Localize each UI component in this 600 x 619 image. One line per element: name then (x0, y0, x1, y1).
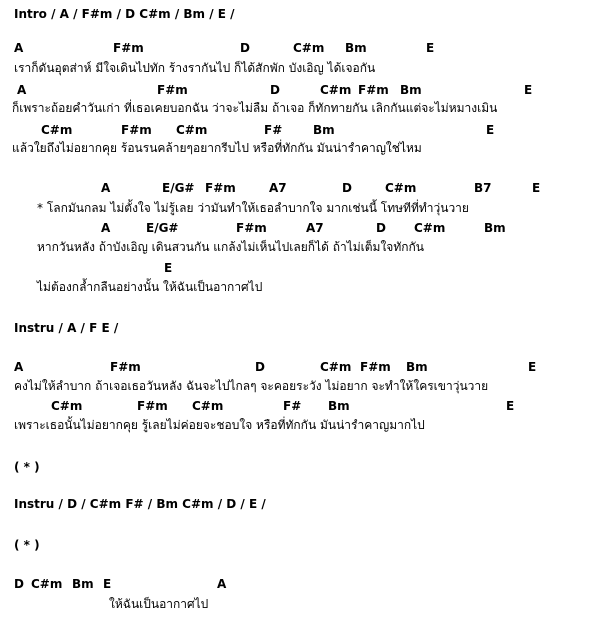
instru1-label: Instru / A / F E / (14, 321, 119, 335)
lyric-line: ให้ฉันเป็นอากาศไป (109, 597, 209, 611)
chord: E (426, 41, 435, 55)
chord: E (506, 399, 515, 413)
chord: F#m (137, 399, 168, 413)
chord: E (164, 261, 173, 275)
chord: E/G# (146, 221, 179, 235)
chord: A (14, 41, 24, 55)
chord: E (524, 83, 533, 97)
lyric-line: * โลกมันกลม ไม่ตั้งใจ ไม่รู้เลย ว่ามันทำให้เธอลำบากใจ มากเช่นนี้ โทษทีที่ทำวุ่นวาย (37, 201, 469, 215)
chord: F#m (236, 221, 267, 235)
lyric-line: เราก็ดันอุตส่าห์ มีใจเดินไปทัก ร้างรากันไป ก็ได้สักพัก บังเอิญ ได้เจอกัน (14, 61, 376, 75)
chord: F# (264, 123, 283, 137)
chord: F#m (205, 181, 236, 195)
chord: C#m (192, 399, 224, 413)
chord: Bm (406, 360, 428, 374)
chord: E (486, 123, 495, 137)
chord: E (103, 577, 112, 591)
chord: F# (283, 399, 302, 413)
chord: A (101, 181, 111, 195)
chord: F#m (110, 360, 141, 374)
intro-label: Intro / A / F#m / D C#m / Bm / E / (14, 7, 235, 21)
chord: C#m (41, 123, 73, 137)
chord: C#m (176, 123, 208, 137)
chord: E (528, 360, 537, 374)
chord: Bm (400, 83, 422, 97)
instru2-label: Instru / D / C#m F# / Bm C#m / D / E / (14, 497, 266, 511)
lyric-line: ก็เพราะถ้อยคำวันเก่า ที่เธอเคยบอกฉัน ว่าจะไม่ลืม ถ้าเจอ ก็ทักทายกัน เลิกกันแต่จะไม่หมางเมิน (12, 101, 498, 115)
chord: D (255, 360, 265, 374)
lyric-line: เพราะเธอนั้นไม่อยากคุย รู้เลยไม่ค่อยจะชอบใจ หรือที่ทักกัน มันน่ารำคาญมากไป (14, 418, 425, 432)
chord: C#m (414, 221, 446, 235)
chord: B7 (474, 181, 492, 195)
chord: A7 (269, 181, 287, 195)
chord: F#m (358, 83, 389, 97)
chord: F#m (157, 83, 188, 97)
repeat-chorus-marker: ( * ) (14, 460, 40, 474)
chord: D (376, 221, 386, 235)
chord: Bm (345, 41, 367, 55)
chord: F#m (360, 360, 391, 374)
chord: E/G# (162, 181, 195, 195)
lyric-line: หากวันหลัง ถ้าบังเอิญ เดินสวนกัน แกล้งไม่เห็นไปเลยก็ได้ ถ้าไม่เต็มใจทักกัน (37, 240, 424, 254)
chord: A (17, 83, 27, 97)
chord: A (14, 360, 24, 374)
chord: D (14, 577, 24, 591)
lyric-line: คงไม่ให้ลำบาก ถ้าเจอเธอวันหลัง ฉันจะไปไกลๆ จะคอยระวัง ไม่อยาก จะทำให้ใครเขาวุ่นวาย (14, 379, 489, 393)
lyric-line: ไม่ต้องกล้ำกลืนอย่างนั้น ให้ฉันเป็นอากาศไป (37, 280, 263, 294)
repeat-chorus-marker: ( * ) (14, 538, 40, 552)
chord: C#m (51, 399, 83, 413)
chord: C#m (31, 577, 63, 591)
chord: C#m (320, 360, 352, 374)
chord: C#m (320, 83, 352, 97)
chord: Bm (328, 399, 350, 413)
chord: Bm (313, 123, 335, 137)
lyric-line: แล้วใยถึงไม่อยากคุย ร้อนรนคล้ายๆอยากรีบไป หรือที่ทักกัน มันน่ารำคาญใช่ไหม (12, 141, 422, 155)
chord: D (270, 83, 280, 97)
chord: E (532, 181, 541, 195)
chord: A7 (306, 221, 324, 235)
chord: A (101, 221, 111, 235)
chord: Bm (72, 577, 94, 591)
chord: D (240, 41, 250, 55)
chord: D (342, 181, 352, 195)
chord: C#m (293, 41, 325, 55)
chord: C#m (385, 181, 417, 195)
chord: F#m (121, 123, 152, 137)
chord: F#m (113, 41, 144, 55)
chord: A (217, 577, 227, 591)
chord: Bm (484, 221, 506, 235)
